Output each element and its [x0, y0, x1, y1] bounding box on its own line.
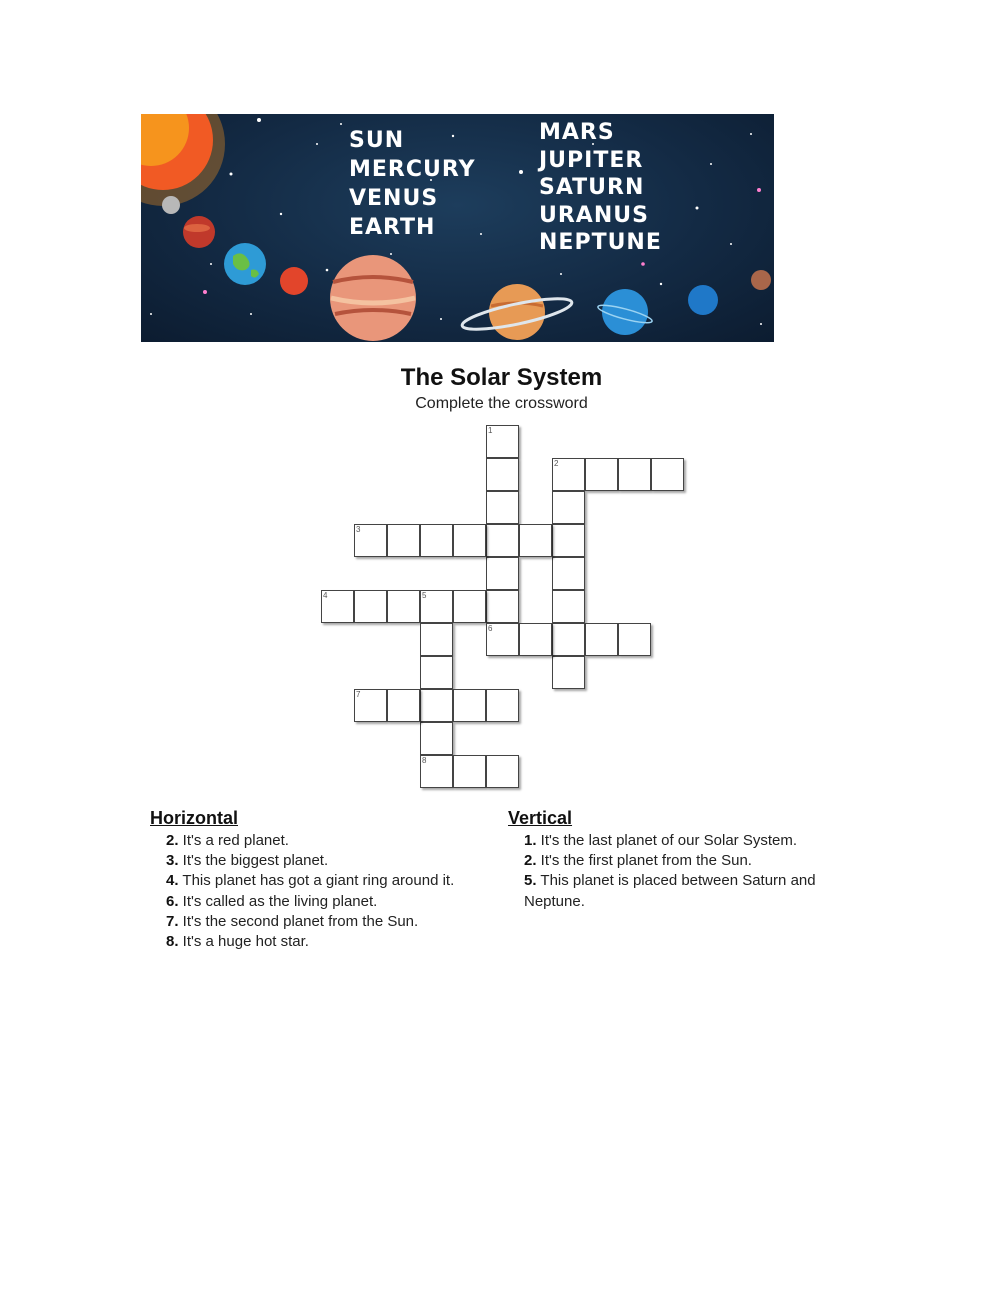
clue-item — [524, 851, 848, 871]
clue-item — [524, 831, 848, 851]
crossword-cell[interactable] — [354, 524, 387, 557]
clue-number: 3. — [166, 852, 179, 870]
crossword-cell[interactable] — [354, 590, 387, 623]
clue-text: It's the second planet from the Sun. — [178, 912, 419, 930]
clue-item — [166, 892, 510, 912]
crossword-cell[interactable] — [651, 458, 684, 491]
clue-text: It's called as the living planet. — [178, 892, 378, 910]
crossword-cell[interactable] — [585, 623, 618, 656]
crossword-cell[interactable] — [552, 656, 585, 689]
crossword-cell[interactable] — [354, 689, 387, 722]
clue-number: 2. — [166, 832, 179, 849]
crossword-cell[interactable] — [387, 590, 420, 623]
planet-word: EARTH — [349, 215, 436, 240]
horizontal-clues — [150, 808, 510, 952]
clue-text: It's the last planet of our Solar System. — [536, 832, 798, 849]
small-planet-icon — [751, 270, 771, 290]
clue-number: 2. — [524, 852, 537, 870]
crossword-cell[interactable] — [486, 524, 519, 557]
planet-list-left — [349, 126, 476, 242]
crossword-cell[interactable] — [321, 590, 354, 623]
clue-number-label: 5 — [422, 591, 427, 600]
clue-number: 7. — [166, 912, 179, 930]
clue-text: This planet is placed between Saturn and Neptune. — [524, 872, 816, 910]
horizontal-heading: Horizontal — [150, 808, 238, 828]
clue-text: It's a red planet. — [178, 832, 289, 849]
crossword-cell[interactable] — [453, 590, 486, 623]
clue-number: 5. — [524, 872, 537, 890]
crossword-cell[interactable] — [486, 491, 519, 524]
crossword-cell[interactable] — [387, 524, 420, 557]
clue-number-label: 1 — [488, 426, 493, 435]
page-subtitle: Complete the crossword — [415, 395, 588, 412]
clue-text: This planet has got a giant ring around it. — [178, 872, 455, 890]
clue-number-label: 8 — [422, 756, 427, 765]
mercury-icon — [162, 196, 180, 214]
crossword-cell[interactable] — [453, 755, 486, 788]
clue-number: 8. — [166, 933, 179, 951]
clue-item — [166, 932, 510, 952]
planet-word: VENUS — [349, 186, 439, 211]
crossword-cell[interactable] — [453, 524, 486, 557]
clue-item — [166, 831, 510, 851]
crossword-cell[interactable] — [420, 623, 453, 656]
crossword-cell[interactable] — [420, 689, 453, 722]
clue-item — [166, 851, 510, 871]
crossword-cell[interactable] — [486, 755, 519, 788]
clue-text: It's the biggest planet. — [178, 852, 329, 870]
crossword-cell[interactable] — [486, 689, 519, 722]
crossword-cell[interactable] — [519, 524, 552, 557]
crossword-cell[interactable] — [420, 656, 453, 689]
crossword-cell[interactable] — [552, 557, 585, 590]
venus-icon — [183, 216, 215, 248]
clue-number-label: 6 — [488, 624, 493, 633]
neptune-icon — [688, 285, 718, 315]
planet-word: URANUS — [539, 202, 649, 228]
planet-word: MERCURY — [349, 157, 476, 182]
solar-system-banner — [141, 114, 774, 342]
clue-number: 4. — [166, 872, 179, 890]
crossword-cell[interactable] — [618, 458, 651, 491]
crossword-cell[interactable] — [585, 458, 618, 491]
crossword-cell[interactable] — [552, 524, 585, 557]
crossword-cell[interactable] — [420, 755, 453, 788]
crossword-cell[interactable] — [486, 557, 519, 590]
planet-word: JUPITER — [539, 147, 644, 173]
planet-word: SUN — [349, 128, 405, 153]
uranus-icon — [602, 289, 648, 335]
saturn-icon — [489, 284, 545, 340]
planet-list-right — [539, 119, 662, 257]
crossword-cell[interactable] — [486, 425, 519, 458]
clue-number: 6. — [166, 892, 179, 910]
clue-item — [524, 871, 848, 911]
clue-text: It's the first planet from the Sun. — [536, 852, 752, 870]
planet-word: MARS — [539, 120, 615, 145]
clue-number-label: 3 — [356, 525, 361, 534]
page-title: The Solar System — [400, 364, 603, 391]
crossword-cell[interactable] — [552, 491, 585, 524]
planet-word: SATURN — [539, 175, 645, 200]
mars-icon — [280, 267, 308, 295]
crossword-cell[interactable] — [519, 623, 552, 656]
vertical-clues — [508, 808, 848, 912]
clue-item — [166, 871, 510, 891]
crossword-cell[interactable] — [486, 590, 519, 623]
crossword-cell[interactable] — [486, 623, 519, 656]
clue-number-label: 4 — [323, 591, 328, 600]
crossword-cell[interactable] — [552, 590, 585, 623]
crossword-cell[interactable] — [552, 623, 585, 656]
crossword-cell[interactable] — [453, 689, 486, 722]
clue-text: It's a huge hot star. — [178, 933, 309, 951]
crossword-cell[interactable] — [387, 689, 420, 722]
crossword-cell[interactable] — [486, 458, 519, 491]
clue-number-label: 7 — [356, 690, 361, 699]
clue-item — [166, 912, 510, 932]
crossword-cell[interactable] — [420, 722, 453, 755]
clue-number: 1. — [524, 832, 537, 849]
clue-number-label: 2 — [554, 459, 559, 468]
vertical-heading: Vertical — [508, 808, 573, 828]
crossword-cell[interactable] — [420, 524, 453, 557]
crossword-cell[interactable] — [552, 458, 585, 491]
planet-word: NEPTUNE — [539, 230, 662, 255]
crossword-cell[interactable] — [420, 590, 453, 623]
crossword-cell[interactable] — [618, 623, 651, 656]
